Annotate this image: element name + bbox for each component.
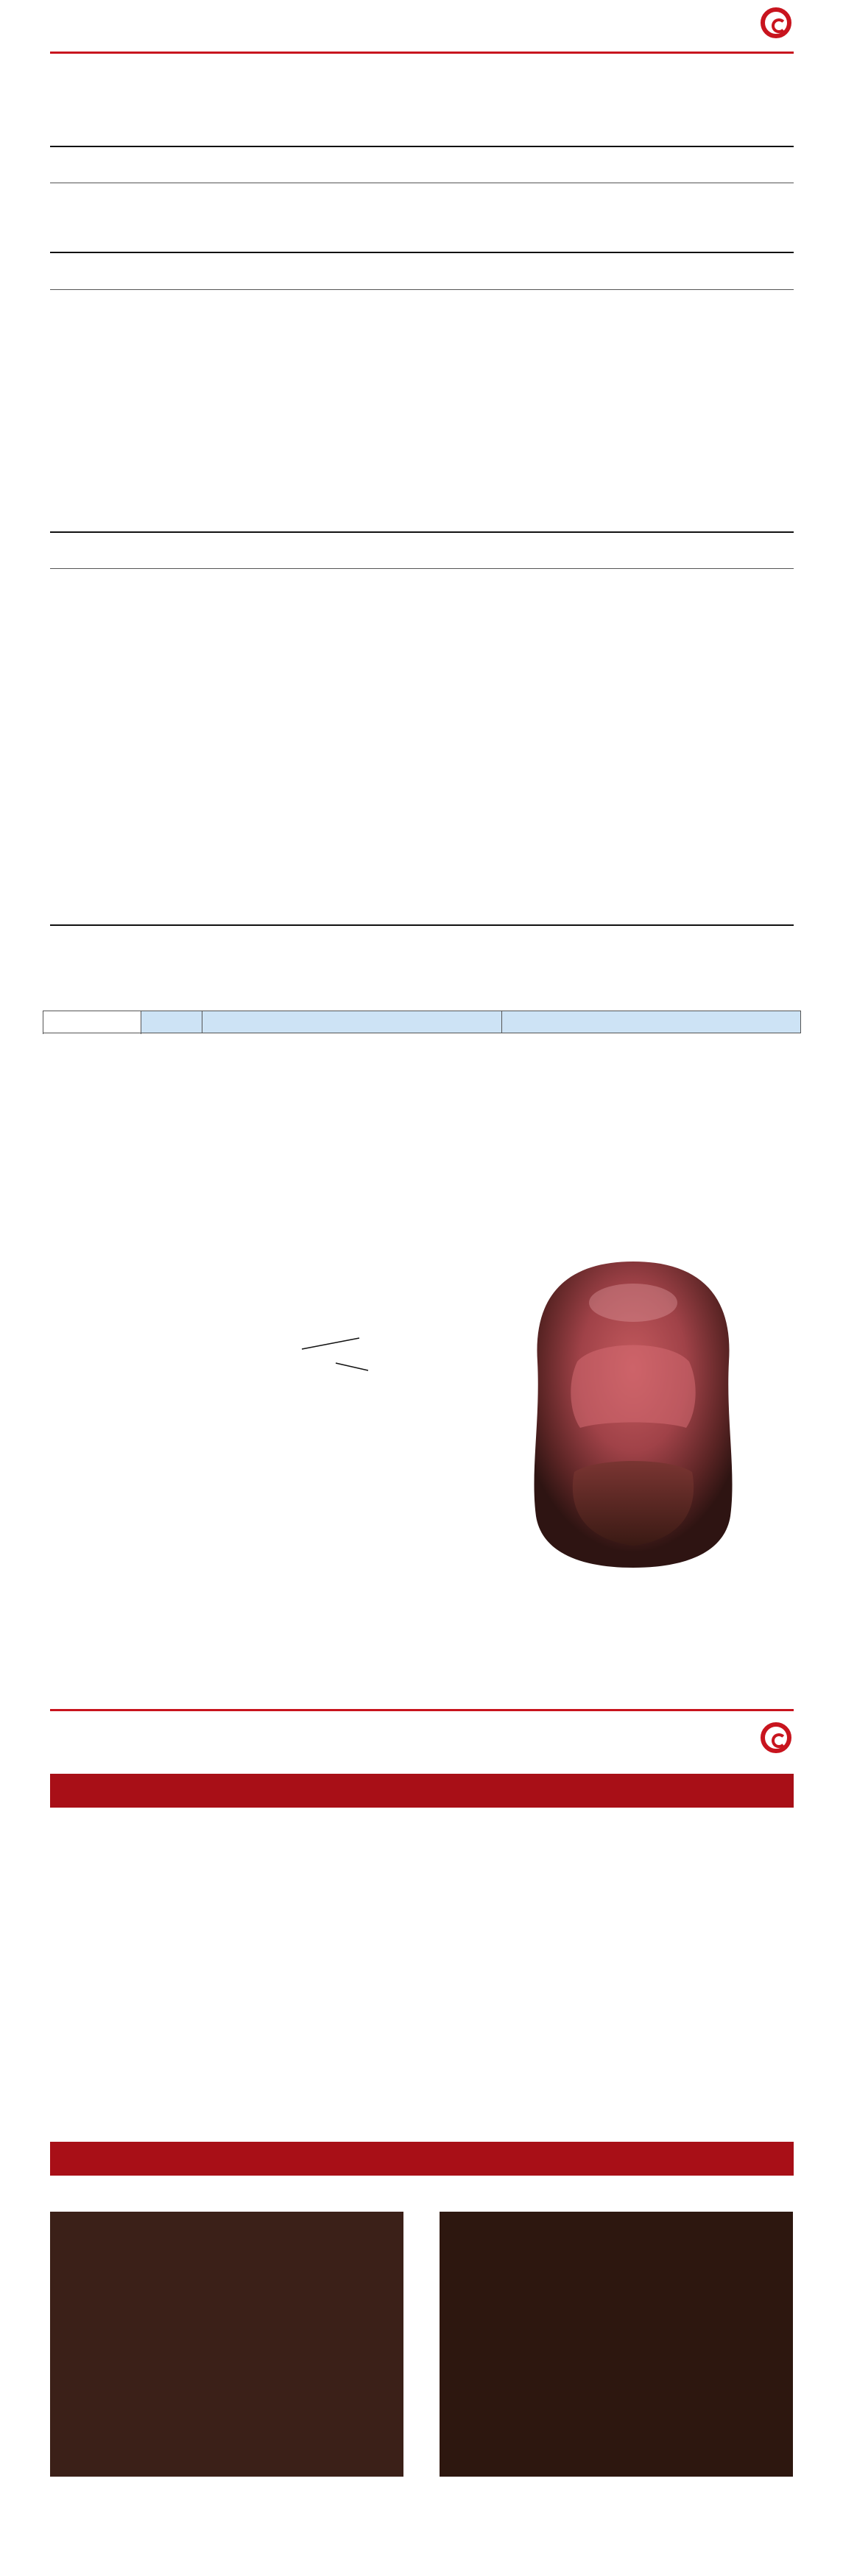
micrograph-400x [440,2212,793,2477]
rule [50,289,794,290]
rule [50,146,794,147]
black-base-header [501,1011,801,1033]
rika-logo-icon [761,1722,791,1753]
angle-header [141,1011,202,1033]
rule [50,252,794,253]
rule [50,924,794,926]
psd-bar [50,1774,794,1808]
microscope-bar [50,2142,794,2176]
rika-logo-icon [761,7,791,38]
header-rule [50,52,794,54]
section-rule [50,1709,794,1711]
psd-chart [44,1844,803,2116]
empty-corner [43,1011,141,1033]
color-wheel [29,1244,471,1634]
micrograph-100x [50,2212,403,2477]
color-sample-panel [515,1251,751,1575]
rule [50,531,794,533]
rika-logo-2 [761,1722,796,1753]
white-base-header [202,1011,502,1033]
color-data-table [43,1011,801,1033]
rika-logo [761,7,796,38]
rule [50,568,794,569]
